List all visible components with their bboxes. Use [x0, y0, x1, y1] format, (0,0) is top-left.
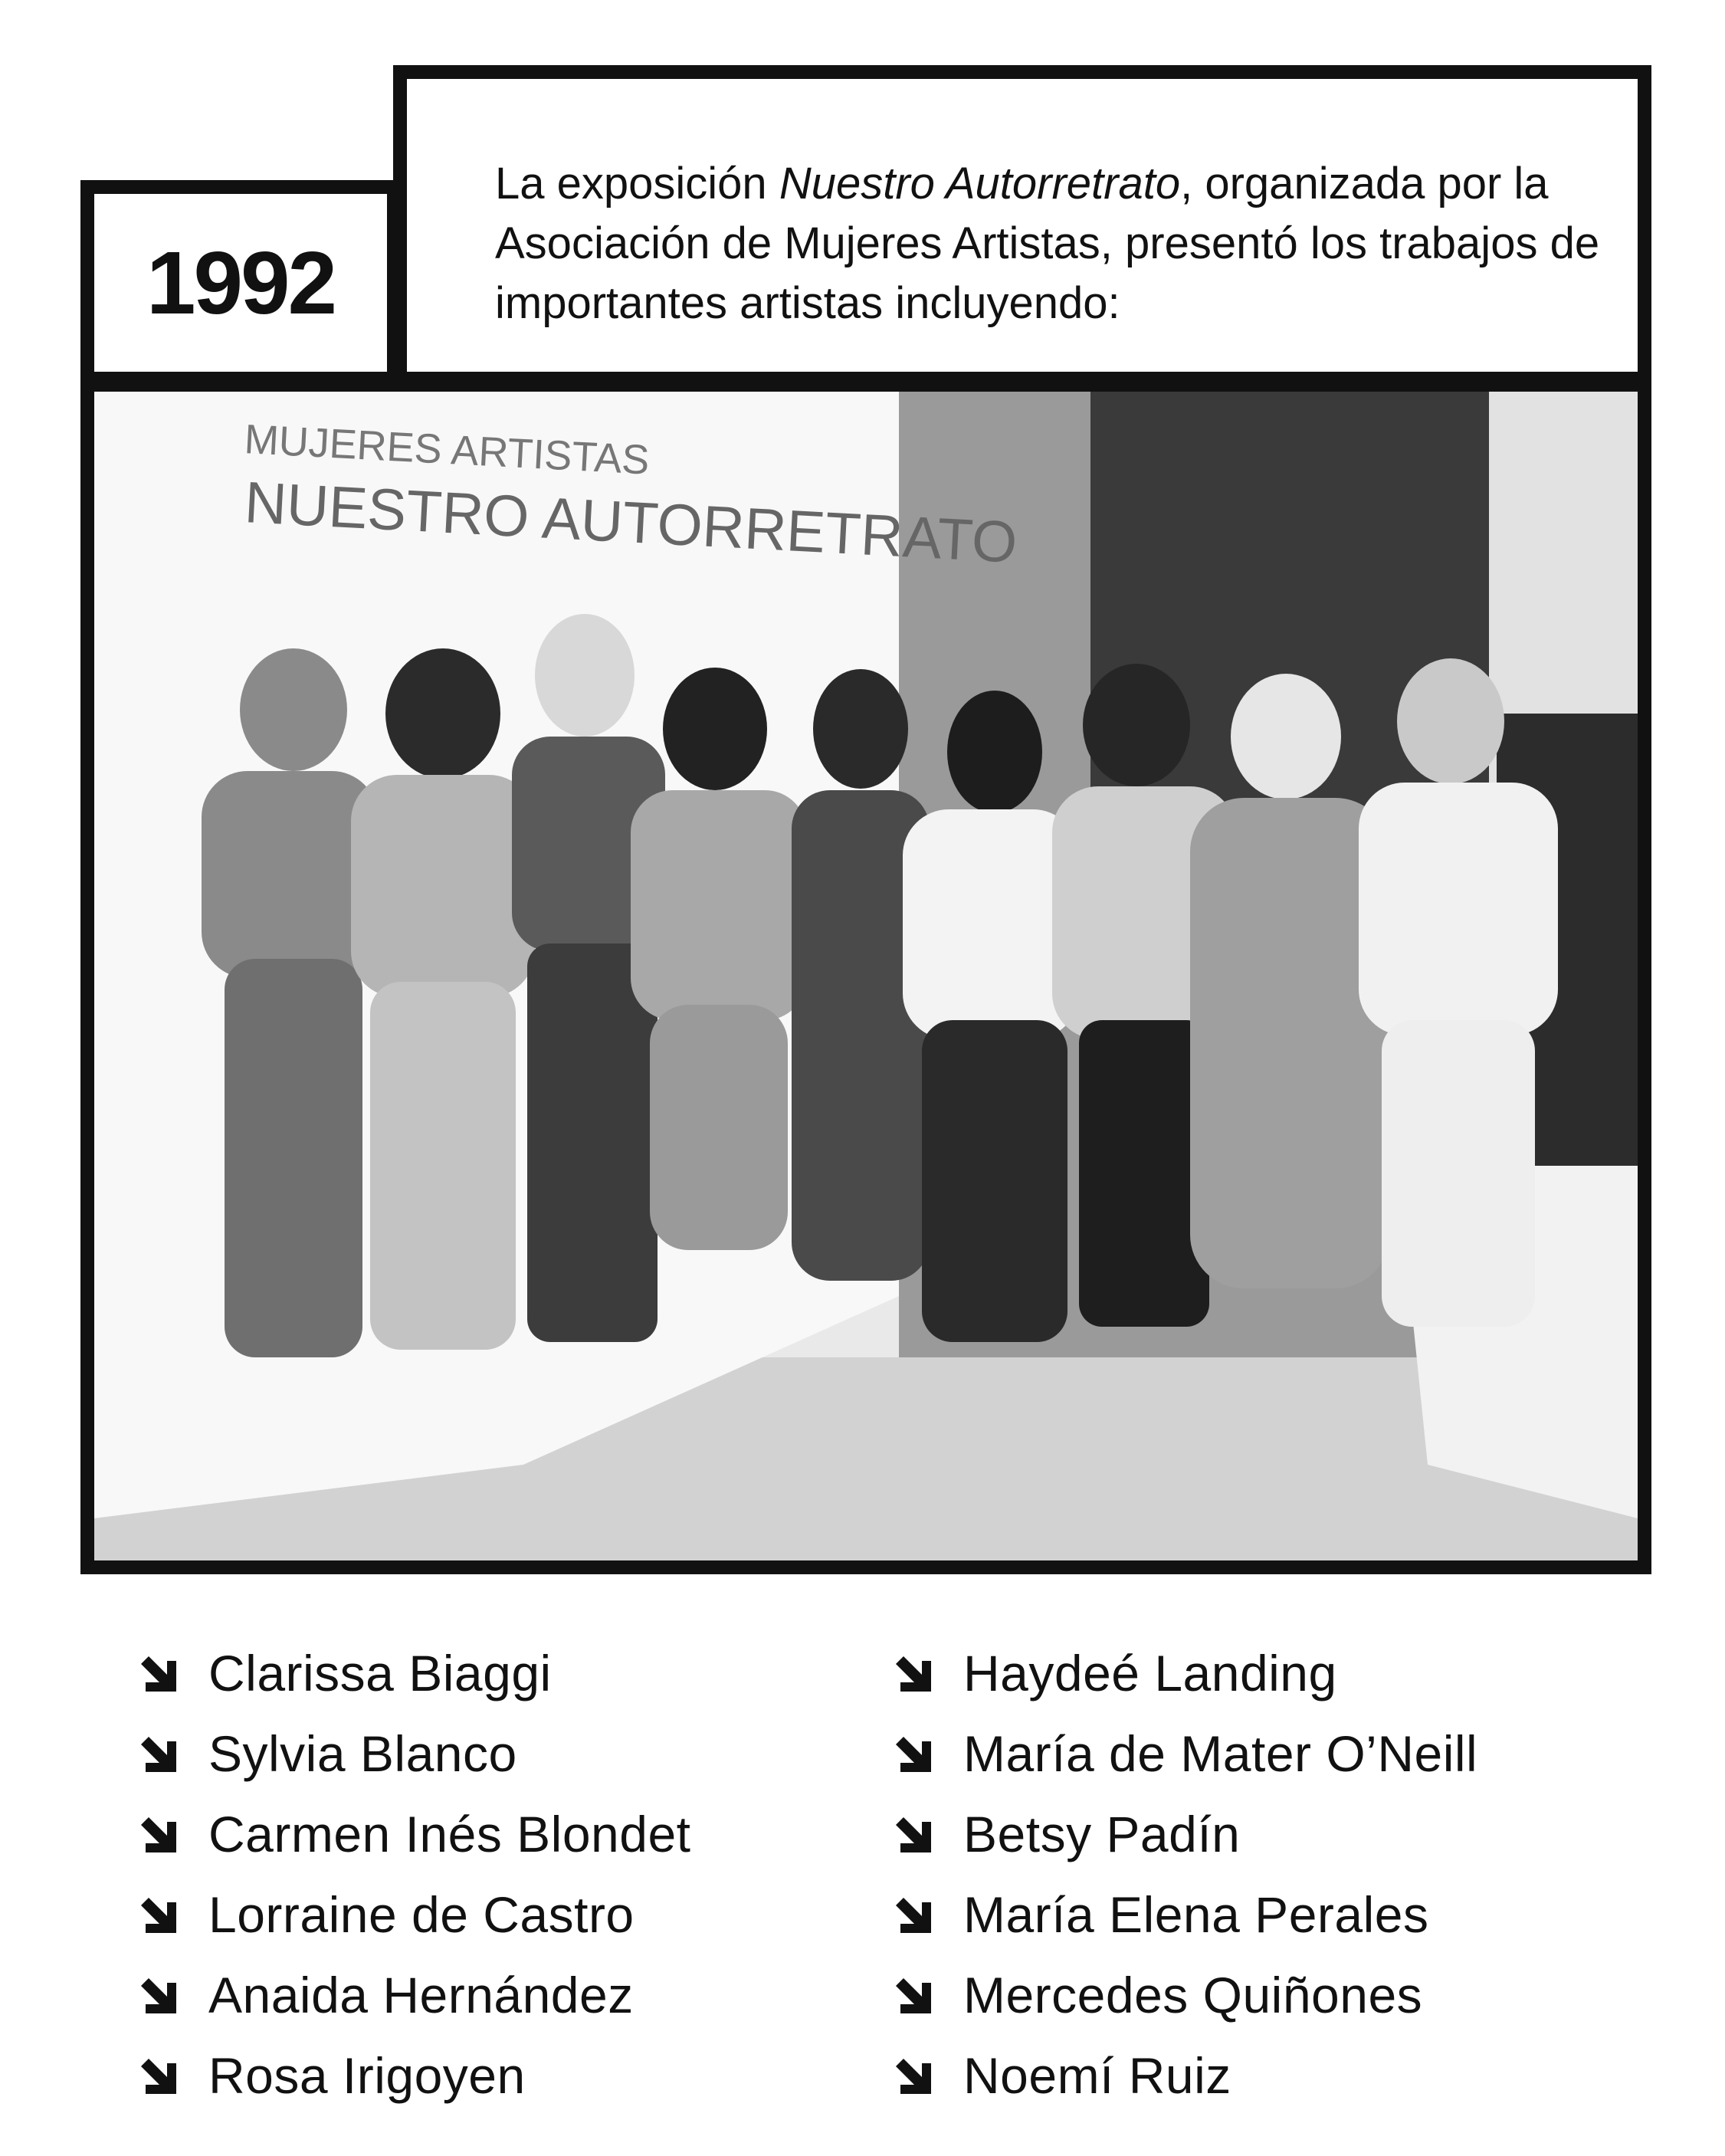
wall-text-line2: NUESTRO AUTORRETRATO	[243, 470, 1019, 576]
artist-name: Mercedes Quiñones	[963, 1966, 1423, 2023]
arrow-down-right-icon	[893, 1734, 933, 1774]
arrow-down-right-icon	[138, 1653, 178, 1693]
artist-list-item	[893, 1713, 1477, 1793]
artist-name: Rosa Irigoyen	[208, 2046, 526, 2104]
artist-name: Clarissa Biaggi	[208, 1644, 552, 1702]
artist-list-item	[138, 1874, 691, 1954]
arrow-down-right-icon	[893, 1814, 933, 1854]
artist-list-right	[893, 1633, 1477, 2115]
description-text	[495, 154, 1645, 333]
description-post: , organizada por la Asociación de Mujeres Artistas, presentó los trabajos de importantes artistas incluyendo:	[495, 159, 1600, 328]
artist-name: Noemí Ruiz	[963, 2046, 1231, 2104]
arrow-down-right-icon	[893, 1895, 933, 1934]
exhibition-photo	[94, 392, 1638, 1560]
artist-list-item	[893, 1633, 1477, 1713]
artist-list-item	[893, 2035, 1477, 2115]
arrow-down-right-icon	[138, 1895, 178, 1934]
description-box	[393, 65, 1651, 386]
year-box	[80, 180, 401, 386]
artist-list-item	[893, 1954, 1477, 2035]
arrow-down-right-icon	[138, 2056, 178, 2095]
artist-list-left	[138, 1633, 691, 2115]
artist-list-item	[138, 1633, 691, 1713]
artist-list-item	[893, 1874, 1477, 1954]
artist-name: María Elena Perales	[963, 1885, 1429, 1943]
artist-name: Lorraine de Castro	[208, 1885, 635, 1943]
arrow-down-right-icon	[893, 1653, 933, 1693]
artist-list-item	[138, 1713, 691, 1793]
arrow-down-right-icon	[138, 1814, 178, 1854]
description-pre: La exposición	[495, 159, 779, 208]
artist-name: Anaida Hernández	[208, 1966, 634, 2023]
arrow-down-right-icon	[138, 1975, 178, 2015]
artist-list-item	[138, 1954, 691, 2035]
artist-list-item	[138, 1793, 691, 1874]
artist-list-item	[893, 1793, 1477, 1874]
artist-name: Haydeé Landing	[963, 1644, 1337, 1702]
artist-name: Sylvia Blanco	[208, 1724, 517, 1782]
arrow-down-right-icon	[138, 1734, 178, 1774]
artist-name: Betsy Padín	[963, 1805, 1241, 1862]
artist-name: Carmen Inés Blondet	[208, 1805, 691, 1862]
artist-name: María de Mater O’Neill	[963, 1724, 1478, 1782]
wall-text-line1: MUJERES ARTISTAS	[243, 416, 651, 484]
artist-list-item	[138, 2035, 691, 2115]
arrow-down-right-icon	[893, 2056, 933, 2095]
year-label: 1992	[146, 233, 336, 333]
arrow-down-right-icon	[893, 1975, 933, 2015]
exhibition-title: Nuestro Autorretrato	[779, 159, 1181, 208]
exhibition-photo-frame	[80, 378, 1651, 1574]
